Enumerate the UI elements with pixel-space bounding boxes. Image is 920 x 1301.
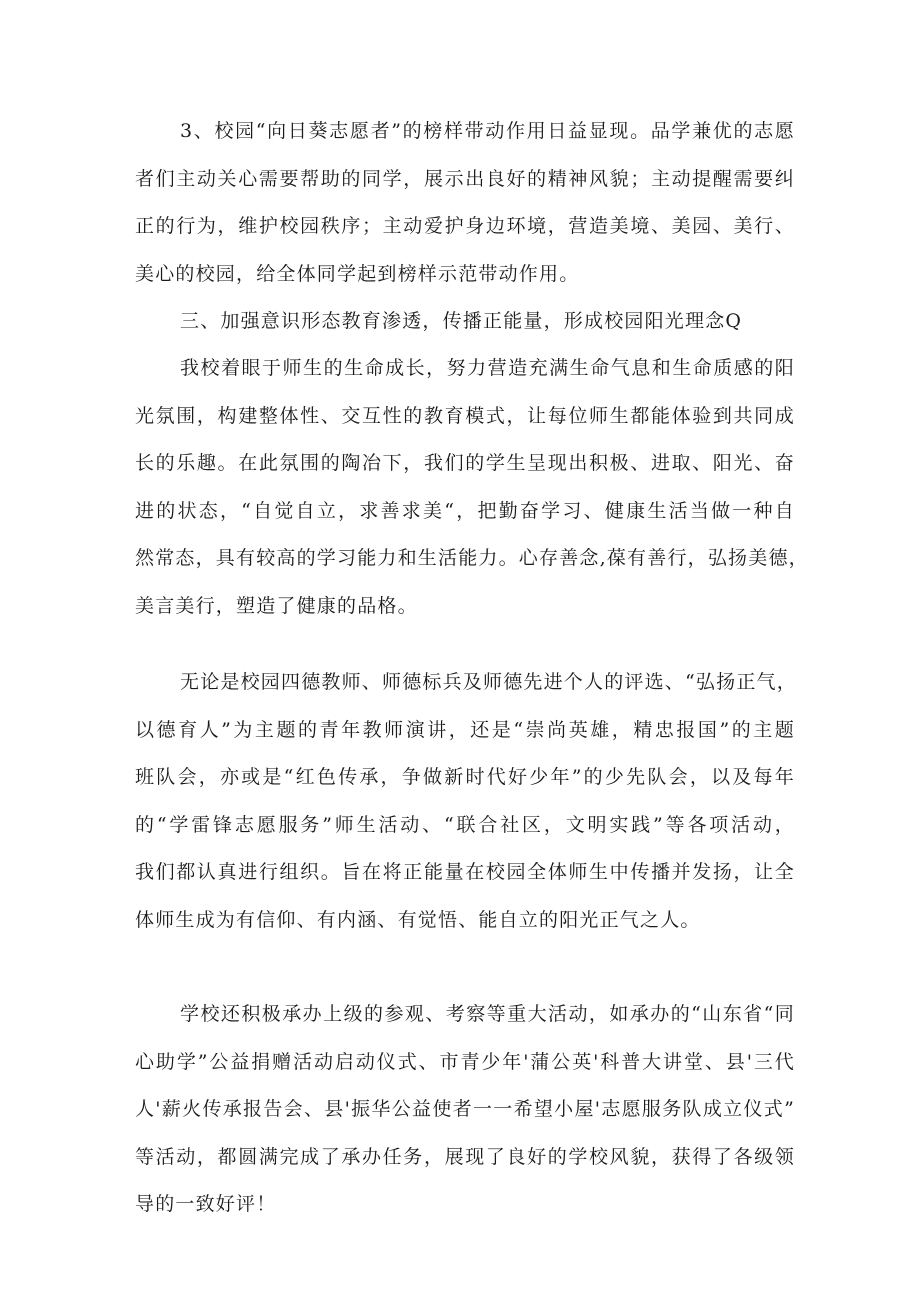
text-line: 我校着眼于师生的生命成长，努力营造充满生命气息和生命质感的阳	[180, 357, 795, 379]
text-line: 然常态，具有较高的学习能力和生活能力。心存善念,葆有善行，弘扬美德，	[135, 547, 809, 569]
text-line: 3、校园“向日葵志愿者”的榜样带动作用日益显现。品学兼优的志愿	[180, 120, 795, 142]
text-line: 正的行为，维护校园秩序；主动爱护身边环境，营造美境、美园、美行、	[135, 215, 795, 237]
text-line: 美心的校园，给全体同学起到榜样示范带动作用。	[135, 262, 580, 285]
text-line: 体师生成为有信仰、有内涵、有觉悟、能自立的阳光正气之人。	[135, 908, 701, 931]
text-line: 长的乐趣。在此氛围的陶冶下，我们的学生呈现出积极、进取、阳光、奋	[135, 452, 795, 474]
paragraph-hosted-events	[135, 991, 795, 1229]
text-line: 者们主动关心需要帮助的同学，展示出良好的精神风貌；主动提醒需要纠	[135, 167, 795, 190]
text-line: 光氛围，构建整体性、交互性的教育模式，让每位师生都能体验到共同成	[135, 404, 795, 427]
text-line: 心助学”公益捐赠活动启动仪式、市青少年'蒲公英'科普大讲堂、县'三代	[135, 1050, 795, 1073]
text-line: 的“学雷锋志愿服务”师生活动、“联合社区，文明实践”等各项活动，	[135, 813, 795, 836]
text-line: 以德育人”为主题的青年教师演讲，还是“崇尚英雄，精忠报国”的主题	[135, 718, 795, 741]
text-line: 我们都认真进行组织。旨在将正能量在校园全体师生中传播并发扬，让全	[135, 861, 795, 883]
text-line: 班队会，亦或是“红色传承，争做新时代好少年”的少先队会，以及每年	[135, 766, 795, 788]
paragraph-activities	[135, 659, 795, 944]
text-line: 等活动，都圆满完成了承办任务，展现了良好的学校风貌，获得了各级领	[135, 1145, 795, 1168]
paragraph-life-growth	[135, 345, 809, 630]
text-line: 进的状态，“自觉自立，求善求美“，把勤奋学习、健康生活当做一种自	[135, 499, 795, 522]
text-line: 美言美行，塑造了健康的品格。	[135, 594, 418, 617]
text-line: 人'薪火传承报告会、县'振华公益使者一一希望小屋'志愿服务队成立仪式”	[135, 1098, 795, 1120]
section-heading	[135, 298, 795, 346]
paragraph-volunteers	[135, 108, 795, 298]
text-line: 导的一致好评！	[135, 1193, 277, 1215]
heading-line: 三、加强意识形态教育渗透，传播正能量，形成校园阳光理念Q	[180, 310, 743, 332]
text-line: 学校还积极承办上级的参观、考察等重大活动，如承办的“山东省“同	[180, 1003, 795, 1025]
text-line: 无论是校园四德教师、师德标兵及师德先进个人的评选、“弘扬正气，	[180, 671, 797, 693]
